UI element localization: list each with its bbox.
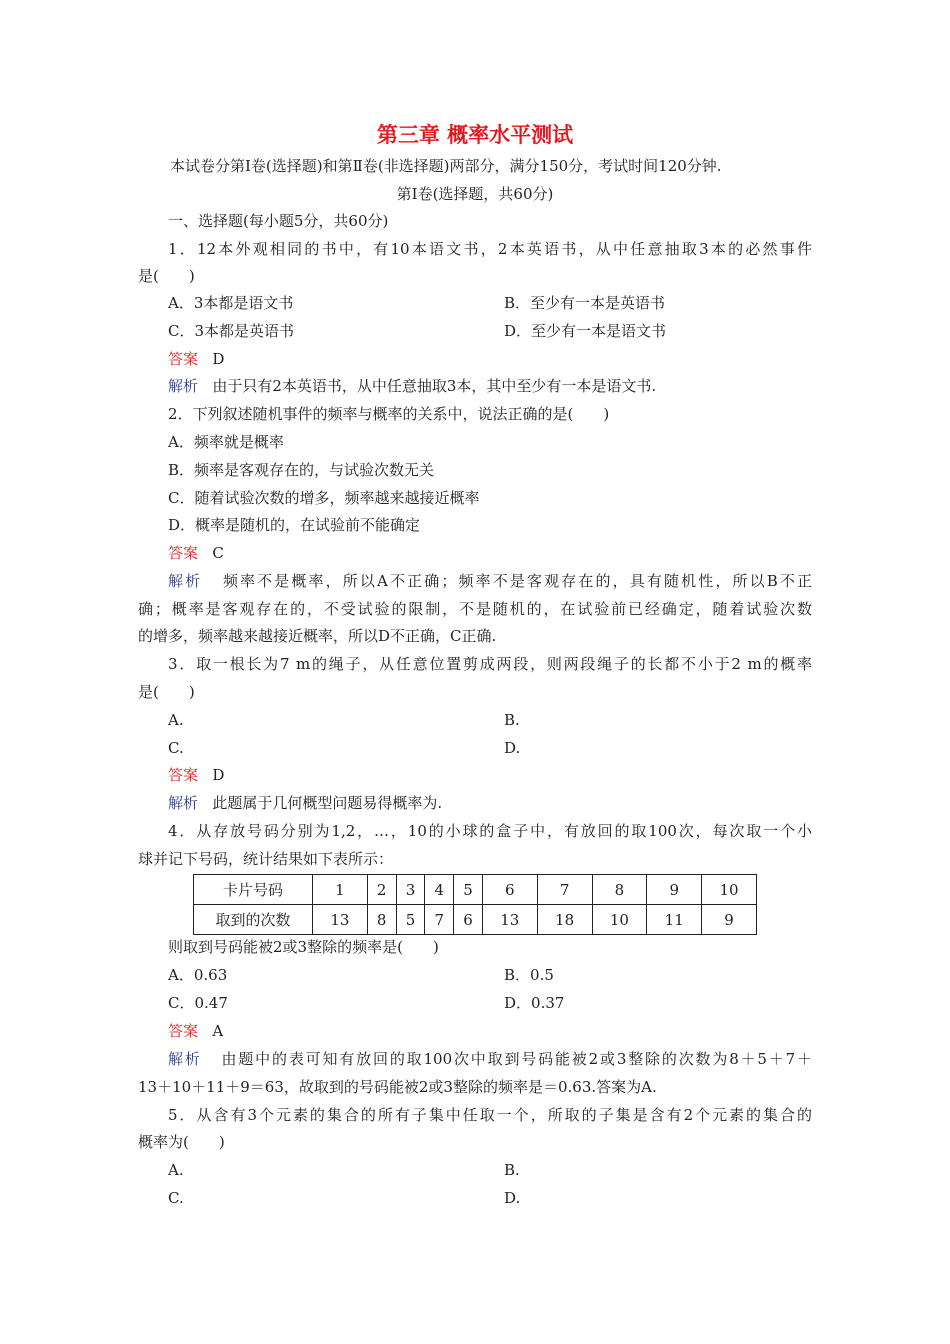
part1-heading: 第Ⅰ卷(选择题，共60分) — [396, 185, 554, 203]
q1-option-a: A．3本都是语文书 — [168, 294, 294, 312]
q4-stem-line2: 球并记下号码，统计结果如下表所示： — [138, 850, 394, 868]
table-cell: 9 — [647, 875, 702, 905]
q4-option-b: B．0.5 — [504, 966, 554, 984]
q2-stem: 2．下列叙述随机事件的频率与概率的关系中，说法正确的是( ) — [168, 405, 610, 423]
q4-option-c: C．0.47 — [168, 994, 228, 1012]
q1-analysis: 由于只有2本英语书，从中任意抽取3本，其中至少有一本是语文书. — [212, 377, 657, 395]
table-cell: 4 — [425, 875, 454, 905]
q3-answer: D — [212, 766, 225, 784]
q2-analysis-label: 解析 — [168, 572, 203, 590]
table-header-cell: 取到的次数 — [194, 905, 313, 935]
q2-option-d: D．概率是随机的，在试验前不能确定 — [168, 516, 421, 534]
q2-option-a: A．频率就是概率 — [168, 433, 284, 451]
q5-option-c: C. — [168, 1189, 184, 1207]
table-cell: 1 — [313, 875, 368, 905]
q1-option-b: B．至少有一本是英语书 — [504, 294, 666, 312]
table-cell: 3 — [396, 875, 425, 905]
q3-option-c: C. — [168, 739, 184, 757]
q4-option-d: D．0.37 — [504, 994, 565, 1012]
table-cell: 6 — [482, 875, 537, 905]
table-row — [194, 875, 757, 905]
q5-option-b: B. — [504, 1161, 520, 1179]
table-cell: 13 — [313, 905, 368, 935]
q4-option-a: A．0.63 — [168, 966, 228, 984]
page-title: 第三章 概率水平测试 — [376, 122, 574, 147]
exam-intro: 本试卷分第Ⅰ卷(选择题)和第Ⅱ卷(非选择题)两部分，满分150分，考试时间120分钟. — [170, 157, 722, 175]
q1-option-d: D．至少有一本是语文书 — [504, 322, 667, 340]
q1-stem-line2: 是( ) — [138, 267, 195, 285]
table-cell: 7 — [537, 875, 592, 905]
q1-option-c: C．3本都是英语书 — [168, 322, 295, 340]
table-cell: 5 — [396, 905, 425, 935]
table-cell: 7 — [425, 905, 454, 935]
q2-answer: C — [212, 544, 224, 562]
q5-option-d: D. — [504, 1189, 521, 1207]
q3-option-a: A. — [168, 711, 184, 729]
frequency-table — [193, 874, 757, 935]
q2-analysis-line1: 频率不是概率，所以A不正确；频率不是客观存在的，具有随机性，所以B不正 — [222, 572, 812, 590]
q5-stem-line2: 概率为( ) — [138, 1133, 225, 1151]
q3-stem-line1: 3．取一根长为7 m的绳子，从任意位置剪成两段，则两段绳子的长都不小于2 m的概率 — [168, 655, 812, 673]
q2-analysis-line3: 的增多，频率越来越接近概率，所以D不正确，C正确. — [138, 627, 497, 645]
q3-option-b: B. — [504, 711, 520, 729]
q3-analysis: 此题属于几何概型问题易得概率为. — [212, 794, 443, 812]
q4-analysis-line2: 13＋10＋11＋9＝63，故取到的号码能被2或3整除的频率是＝0.63.答案为A. — [138, 1078, 657, 1096]
q2-answer-label: 答案 — [168, 544, 199, 562]
q4-analysis-label: 解析 — [168, 1050, 202, 1068]
section-heading: 一、选择题(每小题5分，共60分) — [168, 212, 389, 230]
table-cell: 8 — [592, 875, 647, 905]
q3-analysis-label: 解析 — [168, 794, 199, 812]
q1-answer-label: 答案 — [168, 350, 199, 368]
table-cell: 5 — [454, 875, 483, 905]
q1-analysis-label: 解析 — [168, 377, 199, 395]
q1-stem-line1: 1．12本外观相同的书中，有10本语文书，2本英语书，从中任意抽取3本的必然事件 — [168, 240, 812, 258]
q4-answer-label: 答案 — [168, 1022, 199, 1040]
q3-stem-line2: 是( ) — [138, 683, 195, 701]
q4-stem-line1: 4．从存放号码分别为1,2，…，10的小球的盒子中，有放回的取100次，每次取一个小 — [168, 822, 812, 840]
table-cell: 18 — [537, 905, 592, 935]
table-cell: 11 — [647, 905, 702, 935]
table-cell: 10 — [592, 905, 647, 935]
table-cell: 13 — [482, 905, 537, 935]
table-cell: 8 — [367, 905, 396, 935]
q5-option-a: A. — [168, 1161, 184, 1179]
table-header-cell: 卡片号码 — [194, 875, 313, 905]
q5-stem-line1: 5．从含有3个元素的集合的所有子集中任取一个，所取的子集是含有2个元素的集合的 — [168, 1106, 812, 1124]
q4-analysis-line1: 由题中的表可知有放回的取100次中取到号码能被2或3整除的次数为8＋5＋7＋ — [221, 1050, 812, 1068]
q2-analysis-line2: 确；概率是客观存在的，不受试验的限制，不是随机的，在试验前已经确定，随着试验次数 — [138, 600, 812, 618]
table-cell: 10 — [702, 875, 757, 905]
table-row — [194, 905, 757, 935]
q4-answer: A — [212, 1022, 224, 1040]
q4-question: 则取到号码能被2或3整除的频率是( ) — [168, 938, 439, 956]
table-cell: 6 — [454, 905, 483, 935]
q3-option-d: D. — [504, 739, 521, 757]
table-cell: 9 — [702, 905, 757, 935]
q1-answer: D — [212, 350, 225, 368]
q2-option-b: B．频率是客观存在的，与试验次数无关 — [168, 461, 435, 479]
q3-answer-label: 答案 — [168, 766, 199, 784]
q2-option-c: C．随着试验次数的增多，频率越来越接近概率 — [168, 489, 480, 507]
table-cell: 2 — [367, 875, 396, 905]
